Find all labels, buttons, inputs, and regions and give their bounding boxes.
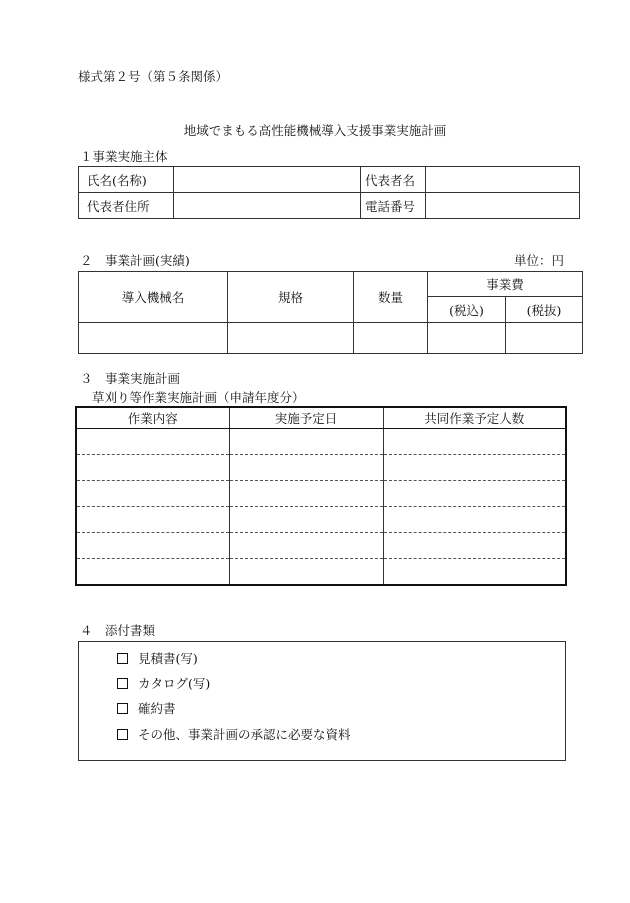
work-cell[interactable]	[76, 455, 229, 481]
date-cell[interactable]	[229, 559, 383, 586]
document-title: 地域でまもる高性能機械導入支援事業実施計画	[183, 123, 447, 138]
date-cell[interactable]	[229, 429, 383, 455]
section3-subheading: 草刈り等作業実施計画（申請年度分）	[92, 390, 305, 405]
attachment-label: その他、事業計画の承認に必要な資料	[138, 727, 351, 742]
table-row	[76, 507, 566, 533]
address-label: 代表者住所	[79, 193, 174, 219]
attachment-label: 見積書(写)	[138, 651, 198, 666]
section2-heading: ２ 事業計画(実績)	[80, 253, 190, 268]
people-cell[interactable]	[383, 481, 566, 507]
quantity-cell[interactable]	[354, 323, 428, 354]
table-row	[76, 429, 566, 455]
unit-label: 単位：円	[514, 253, 565, 268]
name-label: 氏名(名称)	[79, 167, 174, 193]
col-cost: 事業費	[428, 272, 583, 297]
checkbox-icon[interactable]	[117, 653, 128, 664]
date-cell[interactable]	[229, 507, 383, 533]
attachment-label: カタログ(写)	[138, 676, 211, 691]
date-cell[interactable]	[229, 533, 383, 559]
machine-cell[interactable]	[79, 323, 228, 354]
work-cell[interactable]	[76, 429, 229, 455]
checkbox-icon[interactable]	[117, 729, 128, 740]
tax-excl-cell[interactable]	[506, 323, 583, 354]
work-cell[interactable]	[76, 481, 229, 507]
section1-heading: １事業実施主体	[80, 149, 168, 164]
col-machine: 導入機械名	[79, 272, 228, 323]
table-row	[76, 533, 566, 559]
form-number: 様式第２号（第５条関係）	[78, 69, 229, 84]
col-tax-excl: (税抜)	[506, 297, 583, 323]
date-cell[interactable]	[229, 455, 383, 481]
col-work: 作業内容	[76, 407, 229, 429]
attachment-item-estimate[interactable]	[117, 649, 198, 667]
representative-field[interactable]	[426, 167, 580, 193]
people-cell[interactable]	[383, 455, 566, 481]
name-field[interactable]	[174, 167, 361, 193]
checkbox-icon[interactable]	[117, 678, 128, 689]
phone-label: 電話番号	[361, 193, 426, 219]
checkbox-icon[interactable]	[117, 703, 128, 714]
col-quantity: 数量	[354, 272, 428, 323]
section3-heading: ３ 事業実施計画	[80, 371, 181, 386]
business-plan-table	[78, 271, 583, 354]
attachment-item-pledge[interactable]	[117, 699, 176, 717]
table-row	[76, 481, 566, 507]
attachment-item-other[interactable]	[117, 725, 351, 743]
section4-heading: ４ 添付書類	[80, 623, 156, 638]
tax-incl-cell[interactable]	[428, 323, 506, 354]
col-date: 実施予定日	[229, 407, 383, 429]
phone-field[interactable]	[426, 193, 580, 219]
work-cell[interactable]	[76, 533, 229, 559]
col-spec: 規格	[228, 272, 354, 323]
people-cell[interactable]	[383, 507, 566, 533]
representative-label: 代表者名	[361, 167, 426, 193]
spec-cell[interactable]	[228, 323, 354, 354]
attachment-item-catalog[interactable]	[117, 674, 210, 692]
people-cell[interactable]	[383, 533, 566, 559]
attachments-box	[78, 641, 566, 761]
implementing-entity-table	[78, 166, 580, 219]
table-row	[76, 559, 566, 586]
attachment-label: 確約書	[138, 701, 176, 716]
date-cell[interactable]	[229, 481, 383, 507]
col-tax-incl: (税込)	[428, 297, 506, 323]
people-cell[interactable]	[383, 429, 566, 455]
col-people: 共同作業予定人数	[383, 407, 566, 429]
people-cell[interactable]	[383, 559, 566, 586]
address-field[interactable]	[174, 193, 361, 219]
work-cell[interactable]	[76, 559, 229, 586]
table-row	[76, 455, 566, 481]
work-cell[interactable]	[76, 507, 229, 533]
work-plan-table	[75, 406, 567, 586]
